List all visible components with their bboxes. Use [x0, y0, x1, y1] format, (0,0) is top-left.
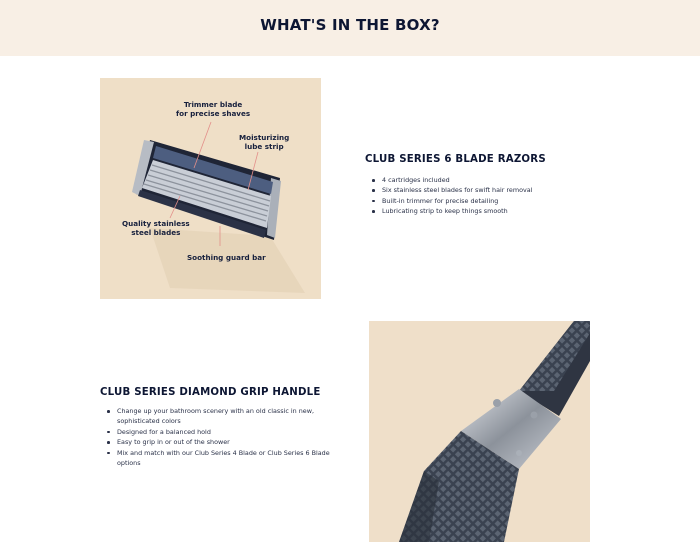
page-title: WHAT'S IN THE BOX? [260, 16, 440, 34]
list-item: Lubricating strip to keep things smooth [365, 206, 565, 216]
product-title-razors: CLUB SERIES 6 BLADE RAZORS [365, 154, 546, 165]
handle-features-list [100, 406, 340, 468]
list-item: Change up your bathroom scenery with an old classic in new, sophisticated colors [100, 406, 340, 427]
list-item: 4 cartridges included [365, 175, 565, 185]
list-item: Built-in trimmer for precise detailing [365, 196, 565, 206]
list-item: Easy to grip in or out of the shower [100, 437, 340, 447]
list-item: Mix and match with our Club Series 4 Blade or Club Series 6 Blade options [100, 448, 340, 469]
cartridge-image [100, 78, 321, 299]
list-item: Designed for a balanced hold [100, 427, 340, 437]
handle-image [369, 321, 590, 542]
list-item: Six stainless steel blades for swift hair removal [365, 185, 565, 195]
razor-handle-photo [369, 321, 590, 542]
section-header [0, 0, 700, 56]
razor-features-list [365, 175, 565, 217]
callout-trimmer: Trimmer blade for precise shaves [176, 100, 251, 118]
callout-blades: Quality stainless steel blades [122, 219, 190, 237]
callout-guard-bar: Soothing guard bar [187, 253, 266, 262]
product-title-handle: CLUB SERIES DIAMOND GRIP HANDLE [100, 387, 321, 398]
callout-lube-strip: Moisturizing lube strip [239, 133, 290, 151]
